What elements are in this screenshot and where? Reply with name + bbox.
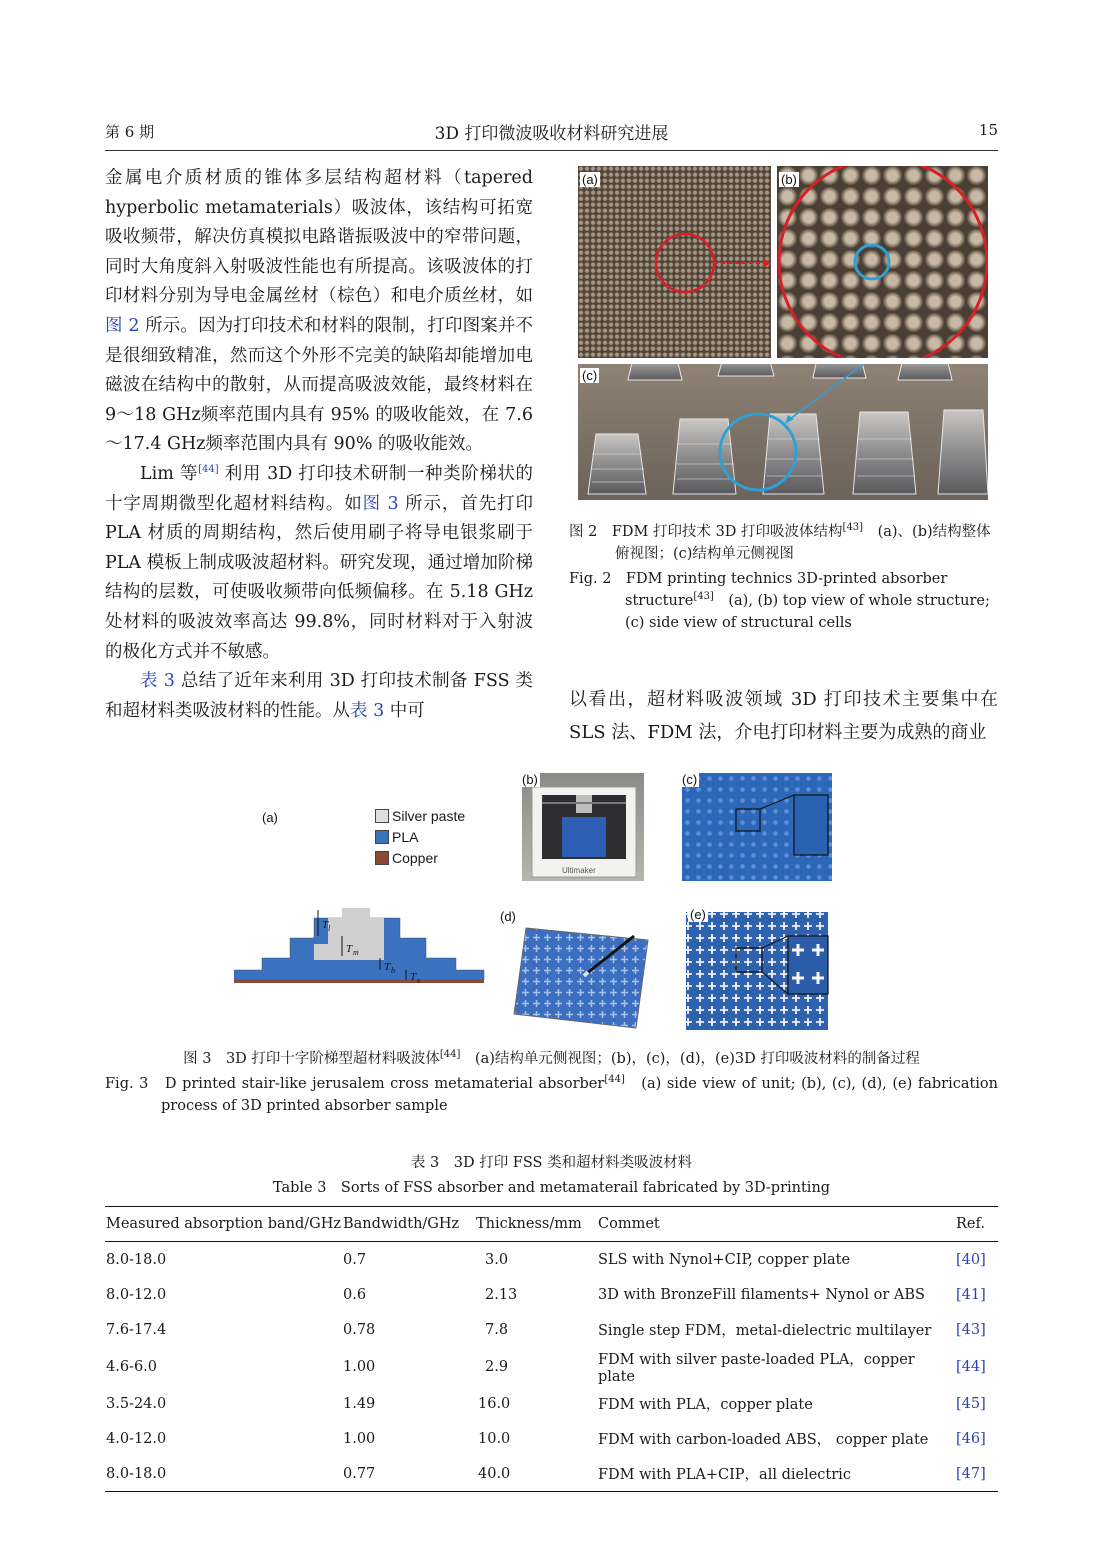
fig3-caption <box>105 1048 998 1117</box>
legend-label: Silver paste <box>392 808 466 824</box>
dim-label-tm: m <box>353 948 359 957</box>
fig3-legend <box>375 806 465 869</box>
cell: 40.0 <box>478 1465 511 1482</box>
fig3-panel-b-printer <box>522 773 644 881</box>
fig2-a-overlay <box>578 166 771 358</box>
caption-text: 图 2 FDM 打印技术 3D 打印吸波体结构 <box>569 524 843 540</box>
paragraph-2 <box>105 460 533 667</box>
fig3-panel-d-brushing <box>498 910 666 1030</box>
svg-text:T: T <box>410 971 417 983</box>
fig3-d-drawing <box>498 910 666 1030</box>
caption-citation: [44] <box>604 1074 625 1086</box>
fig3-c-overlay <box>682 773 832 881</box>
dim-label-ts: s <box>417 976 421 985</box>
paragraph-text: 所示。因为打印技术和材料的限制，打印图案并不是很细致精准，然而这个外形不完美的缺陷却能增加电磁波在结构中的散射，从而提高吸波效能，最终材料在 9～18 GHz频率范围内具有 95% 的吸收能效，在 7.6～17.4 GHz频率范围内具有 90% 的吸收能效。 <box>105 315 533 455</box>
fig3-label-b: (b) <box>522 773 538 787</box>
caption-text: (a), (b) top view of whole structure; (c) side view of structural cells <box>625 593 990 631</box>
ref-link[interactable]: [44] <box>956 1358 986 1375</box>
cell: FDM with PLA，copper plate <box>598 1397 813 1413</box>
cell: 7.6-17.4 <box>106 1321 167 1338</box>
caption-citation: [43] <box>842 522 864 534</box>
fig2-panel-a-top-view <box>578 166 771 358</box>
table-row <box>105 1242 998 1278</box>
caption-text: 图 3 3D 打印十字阶梯型超材料吸波体 <box>183 1051 440 1067</box>
table-row <box>105 1421 998 1456</box>
table3-title-en: Table 3 Sorts of FSS absorber and metamaterail fabricated by 3D-printing <box>272 1180 831 1196</box>
fig2-c-cells <box>578 364 988 500</box>
table3-title-cn: 表 3 3D 打印 FSS 类和超材料类吸波材料 <box>410 1155 693 1171</box>
legend-item-silver-paste <box>375 806 465 827</box>
caption-text: (a)、(b)结构整体俯视图；(c)结构单元侧视图 <box>615 524 991 562</box>
dim-label-tb: b <box>391 966 395 975</box>
figure-2 <box>578 166 988 500</box>
cell: 3.5-24.0 <box>106 1395 167 1412</box>
printer-brand-text: Ultimaker <box>562 866 596 875</box>
citation-link[interactable]: [44] <box>198 464 219 476</box>
cell: FDM with PLA+CIP，all dielectric <box>598 1467 851 1483</box>
cell: 1.49 <box>343 1395 376 1412</box>
table-3 <box>105 1206 998 1492</box>
fig3-label-c: (c) <box>682 773 698 787</box>
table-header-row <box>105 1207 998 1242</box>
fig3-caption-en <box>105 1073 998 1117</box>
col-header: Thickness/mm <box>476 1216 582 1232</box>
col-header: Measured absorption band/GHz <box>106 1216 342 1232</box>
cell: SLS with Nynol+CIP, copper plate <box>598 1251 851 1268</box>
paragraph-3 <box>105 667 533 726</box>
legend-item-pla <box>375 827 465 848</box>
caption-citation: [44] <box>439 1049 461 1061</box>
legend-swatch <box>375 851 389 865</box>
cell: 4.0-12.0 <box>106 1430 167 1447</box>
ref-link[interactable]: [47] <box>956 1465 986 1482</box>
paragraph-text: 中可 <box>384 700 425 721</box>
cell: FDM with carbon-loaded ABS， copper plate <box>598 1432 929 1448</box>
fig3-label-a: (a) <box>262 810 278 825</box>
cell: 10.0 <box>478 1430 511 1447</box>
legend-swatch <box>375 830 389 844</box>
paragraph-continuation: 以看出，超材料吸波领域 3D 打印技术主要集中在 SLS 法、FDM 法，介电打印材料主要为成熟的商业 <box>569 689 998 743</box>
fig3-panel-c-pla-template <box>682 773 832 881</box>
svg-text:T: T <box>346 943 353 955</box>
ref-link[interactable]: [43] <box>956 1321 986 1338</box>
fig2-b-overlay <box>777 166 988 358</box>
ref-link[interactable]: [45] <box>956 1395 986 1412</box>
ref-link[interactable]: [46] <box>956 1430 986 1447</box>
fig2-panel-c-side-view <box>578 364 988 500</box>
legend-swatch <box>375 809 389 823</box>
paragraph-text: 金属电介质材质的锥体多层结构超材料（tapered hyperbolic metamaterials）吸波体，该结构可拓宽吸收频带，解决仿真模拟电路谐振吸波中的窄带问题，同时大角度斜入射吸波性能也有所提高。该吸波体的打印材料分别为导电金属丝材（棕色）和电介质丝材，如 <box>105 168 533 307</box>
cell: 8.0-12.0 <box>106 1286 167 1303</box>
cell: 16.0 <box>478 1395 511 1412</box>
figure-2-link[interactable]: 图 2 <box>105 315 140 336</box>
fig2-label-c: (c) <box>582 368 598 383</box>
left-column <box>105 164 533 726</box>
table-row <box>105 1277 998 1312</box>
table3-title <box>105 1151 998 1201</box>
paragraph-text: 总结了近年来利用 3D 打印技术制备 FSS 类和超材料类吸波材料的性能。从 <box>105 671 533 721</box>
fig3-unit-cross-section <box>234 908 486 988</box>
table-3-link[interactable]: 表 3 <box>350 700 385 721</box>
dim-label-tl: l <box>328 924 331 933</box>
svg-text:T: T <box>322 919 329 931</box>
cell: 0.77 <box>343 1465 376 1482</box>
fig2-caption <box>569 521 998 634</box>
fig3-panel-e-final-absorber <box>682 908 832 1030</box>
fig3-e-drawing <box>682 908 832 1030</box>
table-row <box>105 1456 998 1492</box>
fig2-label-a: (a) <box>582 172 598 187</box>
cell: 1.00 <box>343 1358 376 1375</box>
cell: 2.13 <box>485 1286 518 1303</box>
figure-3-link[interactable]: 图 3 <box>362 493 399 514</box>
fig3-caption-cn <box>105 1048 998 1070</box>
cell: 8.0-18.0 <box>106 1251 167 1268</box>
journal-article-title: 3D 打印微波吸收材料研究进展 <box>434 124 669 144</box>
ref-link[interactable]: [41] <box>956 1286 986 1303</box>
cell: 0.7 <box>343 1251 367 1268</box>
caption-text: (a) side view of unit; (b), (c), (d), (e) fabrication process of 3D printed absorber sample <box>161 1076 999 1114</box>
legend-label: Copper <box>392 850 438 866</box>
table-3-link[interactable]: 表 3 <box>140 671 175 692</box>
fig2-caption-en <box>569 568 998 634</box>
cell: 1.00 <box>343 1430 376 1447</box>
issue-number: 第 6 期 <box>105 123 155 141</box>
col-header: Ref. <box>956 1216 985 1232</box>
table-row <box>105 1312 998 1347</box>
cell: 2.9 <box>485 1358 509 1375</box>
fig3-label-e: (e) <box>690 908 706 922</box>
caption-text: Fig. 2 FDM printing technics 3D-printed absorber structure <box>569 571 948 609</box>
fig3-label-d: (d) <box>500 910 516 924</box>
cell: 4.6-6.0 <box>106 1358 158 1375</box>
cell: 0.78 <box>343 1321 376 1338</box>
running-header <box>105 118 998 151</box>
fig2-label-b: (b) <box>781 172 797 187</box>
legend-item-copper <box>375 848 465 869</box>
table-row <box>105 1386 998 1421</box>
right-column <box>569 683 998 749</box>
svg-text:T: T <box>384 961 391 973</box>
cell: FDM with silver paste-loaded PLA，copper plate <box>598 1352 915 1385</box>
caption-text: Fig. 3 D printed stair-like jerusalem cross metamaterial absorber <box>105 1076 605 1092</box>
paragraph-text: 所示，首先打印 PLA 材质的周期结构，然后使用刷子将导电银浆刷于 PLA 模板上制成吸波超材料。研究发现，通过增加阶梯结构的层数，可使吸收频带向低频偏移。在 5.18 GHz 处材料的吸波效率高达 99.8%，同时材料对于入射波的极化方式并不敏感。 <box>105 493 533 662</box>
fig2-caption-cn <box>569 521 998 565</box>
paragraph-1 <box>105 164 533 460</box>
cell: 3.0 <box>485 1251 509 1268</box>
caption-citation: [43] <box>693 591 714 603</box>
cell: 7.8 <box>485 1321 509 1338</box>
paragraph-text: Lim 等 <box>140 463 199 484</box>
fig2-panel-b-zoom-view <box>777 166 988 358</box>
cell: Single step FDM，metal-dielectric multilayer <box>598 1323 932 1339</box>
page-number: 15 <box>978 121 998 139</box>
legend-label: PLA <box>392 829 419 845</box>
col-header: Commet <box>598 1216 660 1232</box>
cell: 0.6 <box>343 1286 367 1303</box>
caption-text: (a)结构单元侧视图；(b)，(c)，(d)，(e)3D 打印吸波材料的制备过程 <box>460 1051 920 1067</box>
table-row <box>105 1347 998 1386</box>
figure-3 <box>230 770 870 1032</box>
cell: 8.0-18.0 <box>106 1465 167 1482</box>
cell: 3D with BronzeFill filaments+ Nynol or ABS <box>598 1286 925 1303</box>
ref-link[interactable]: [40] <box>956 1251 986 1268</box>
paragraph-text: 利用 3D 打印技术研制一种类阶梯状的十字周期微型化超材料结构。如 <box>105 463 533 514</box>
fig3-printer-drawing <box>522 773 644 881</box>
col-header: Bandwidth/GHz <box>343 1216 460 1232</box>
